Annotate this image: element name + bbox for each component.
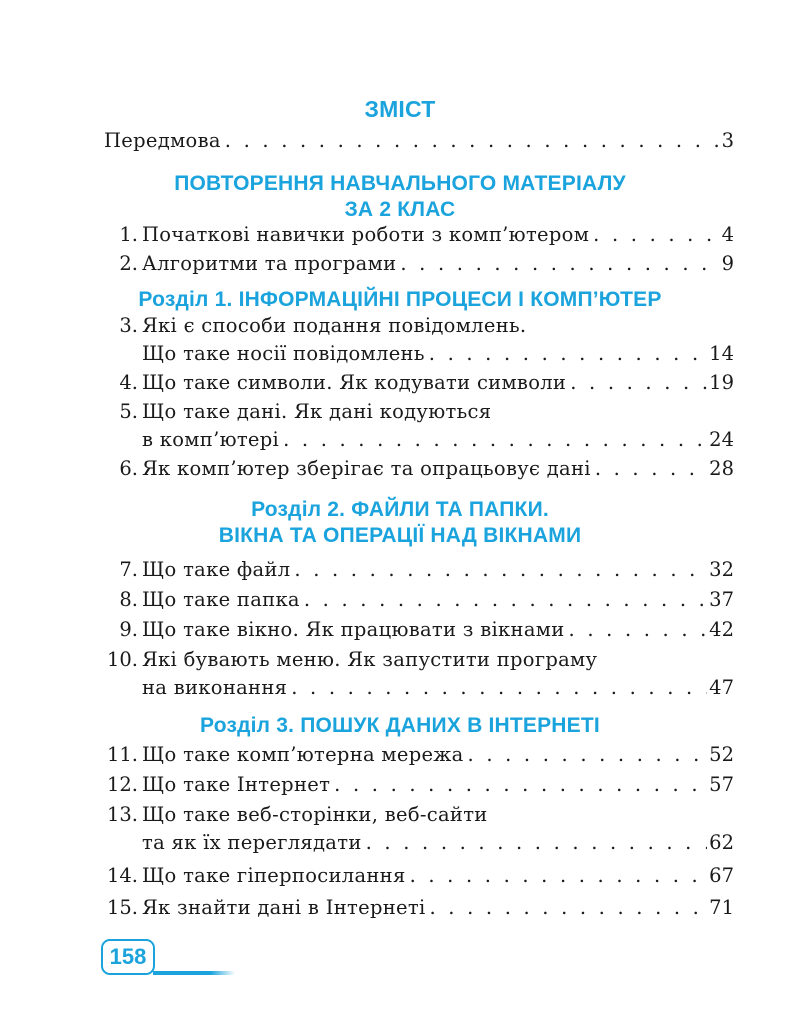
toc-entry-page: 28: [709, 457, 734, 480]
toc-entry-title: Що таке файл: [142, 558, 291, 581]
toc-entry-number: 1.: [119, 223, 138, 246]
toc-entry-page: 47: [709, 676, 734, 699]
toc-entry-11[interactable]: [0, 740, 800, 770]
toc-entry-page: 52: [709, 743, 734, 766]
toc-entry-title: Передмова: [104, 129, 221, 152]
toc-entry-title: на виконання: [142, 676, 288, 699]
toc-entry-title: Що таке символи. Як кодувати символи: [142, 371, 567, 394]
dot-leader: [425, 339, 707, 369]
toc-entry-number: 13.: [106, 803, 138, 826]
toc-entry-first-line: Які бувають меню. Як запустити програму: [142, 648, 598, 671]
toc-entry-first-line: Які є способи подання повідомлень.: [142, 314, 527, 337]
dot-leader: [287, 673, 707, 703]
toc-entry-title: Що таке комп’ютерна мережа: [142, 743, 464, 766]
dot-leader: [406, 861, 708, 891]
toc-entry-8[interactable]: [0, 585, 800, 615]
dot-leader: [290, 555, 707, 585]
toc-entry-3[interactable]: [0, 311, 800, 341]
toc-entry-5[interactable]: [0, 397, 800, 427]
toc-entry-title: Початкові навички роботи з комп’ютером: [142, 223, 590, 246]
toc-entry-page: 14: [709, 342, 734, 365]
toc-entry-13-continuation[interactable]: [0, 828, 800, 858]
toc-entry-15[interactable]: [0, 893, 800, 923]
dot-leader: [300, 585, 707, 615]
toc-entry-title: Що таке вікно. Як працювати з вікнами: [142, 618, 565, 641]
toc-entry-14[interactable]: [0, 861, 800, 891]
toc-entry-number: 3.: [119, 314, 138, 337]
toc-entry-number: 7.: [119, 558, 138, 581]
toc-entry-number: 9.: [119, 618, 138, 641]
dot-leader: [565, 615, 708, 645]
toc-entry-13[interactable]: [0, 800, 800, 830]
toc-entry-10[interactable]: [0, 645, 800, 675]
toc-entry-title: Що таке Інтернет: [142, 773, 331, 796]
dot-leader: [396, 249, 719, 279]
section-heading-2-line2: ВІКНА ТА ОПЕРАЦІЇ НАД ВІКНАМИ: [218, 524, 582, 547]
toc-entry-title: Як знайти дані в Інтернеті: [142, 896, 426, 919]
toc-entry-2[interactable]: [0, 249, 800, 279]
toc-entry-number: 14.: [106, 864, 138, 887]
toc-entry-page: 24: [709, 428, 734, 451]
toc-entry-number: 6.: [119, 457, 138, 480]
toc-entry-page: 62: [709, 831, 734, 854]
toc-entry-page: 32: [709, 558, 734, 581]
dot-leader: [566, 368, 707, 398]
page-number-badge: 158: [101, 939, 155, 975]
toc-entry-title: в комп’ютері: [142, 428, 280, 451]
toc-entry-9[interactable]: [0, 615, 800, 645]
toc-entry-title: Як комп’ютер зберігає та опрацьовує дані: [142, 457, 591, 480]
dot-leader: [221, 126, 720, 156]
toc-entry-title: та як їх переглядати: [142, 831, 362, 854]
dot-leader: [279, 425, 707, 455]
dot-leader: [591, 454, 707, 484]
toc-entry-number: 15.: [106, 896, 138, 919]
toc-entry-number: 2.: [119, 252, 138, 275]
toc-entry-10-continuation[interactable]: [0, 673, 800, 703]
dot-leader: [426, 893, 708, 923]
toc-entry-number: 8.: [119, 588, 138, 611]
dot-leader: [464, 740, 708, 770]
toc-entry-7[interactable]: [0, 555, 800, 585]
toc-entry-title: Що таке папка: [142, 588, 300, 611]
section-heading-review-line1: ПОВТОРЕННЯ НАВЧАЛЬНОГО МАТЕРІАЛУ: [174, 172, 626, 195]
section-heading-review-line2: ЗА 2 КЛАС: [344, 198, 456, 221]
toc-entry-page: 9: [721, 252, 734, 275]
toc-entry-5-continuation[interactable]: [0, 425, 800, 455]
toc-entry-page: 67: [709, 864, 734, 887]
section-heading-1: Розділ 1. ІНФОРМАЦІЙНІ ПРОЦЕСИ І КОМП’ЮТЕР: [138, 288, 662, 311]
toc-entry-number: 4.: [119, 371, 138, 394]
toc-entry-page: 37: [709, 588, 734, 611]
toc-entry-first-line: Що таке веб-сторінки, веб-сайти: [142, 803, 488, 826]
toc-entry-number: 10.: [106, 648, 138, 671]
toc-entry-title: Алгоритми та програми: [142, 252, 397, 275]
toc-entry-4[interactable]: [0, 368, 800, 398]
contents-title: ЗМІСТ: [364, 96, 436, 122]
dot-leader: [589, 220, 719, 250]
toc-entry-3-continuation[interactable]: [0, 339, 800, 369]
toc-entry-1[interactable]: [0, 220, 800, 250]
toc-entry-page: 71: [709, 896, 734, 919]
toc-entry-page: 42: [709, 618, 734, 641]
toc-entry-intro[interactable]: [0, 126, 800, 156]
toc-entry-12[interactable]: [0, 770, 800, 800]
toc-entry-number: 5.: [119, 400, 138, 423]
section-heading-2-line1: Розділ 2. ФАЙЛИ ТА ПАПКИ.: [251, 498, 549, 521]
dot-leader: [362, 828, 708, 858]
toc-entry-6[interactable]: [0, 454, 800, 484]
toc-entry-title: Що таке носії повідомлень: [142, 342, 425, 365]
dot-leader: [330, 770, 707, 800]
section-heading-3: Розділ 3. ПОШУК ДАНИХ В ІНТЕРНЕТІ: [200, 714, 600, 737]
toc-entry-page: 4: [721, 223, 734, 246]
toc-entry-number: 11.: [106, 743, 138, 766]
toc-entry-number: 12.: [106, 773, 138, 796]
page-number-underline: [153, 971, 235, 975]
toc-entry-title: Що таке гіперпосилання: [142, 864, 406, 887]
toc-entry-page: 3: [721, 129, 734, 152]
toc-entry-first-line: Що таке дані. Як дані кодуються: [142, 400, 492, 423]
toc-entry-page: 57: [709, 773, 734, 796]
toc-entry-page: 19: [709, 371, 734, 394]
